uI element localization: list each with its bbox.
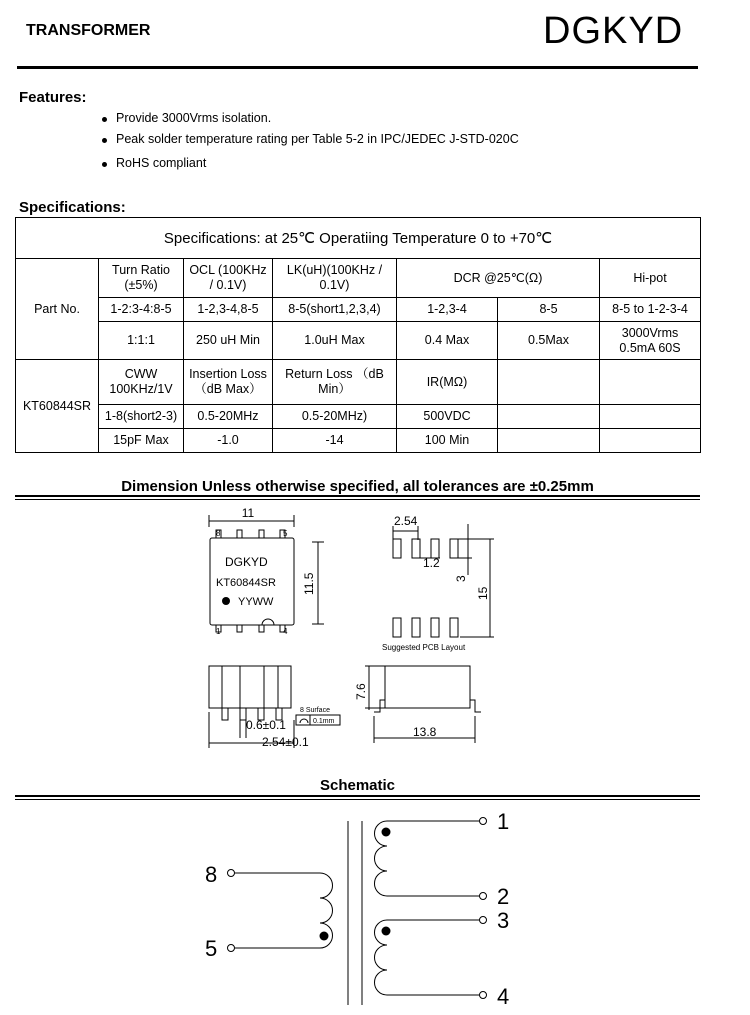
pcb-layout-caption: Suggested PCB Layout — [382, 643, 466, 652]
insertion-loss-range: 0.5-20MHz — [184, 405, 273, 429]
transformer-schematic — [0, 800, 750, 1015]
dcr-value-a: 0.4 Max — [397, 322, 498, 360]
primary-winding — [205, 862, 332, 961]
feature-item: Peak solder temperature rating per Table 5-2 in IPC/JEDEC J-STD-020C — [100, 132, 519, 146]
pin-1-schematic-label: 1 — [497, 809, 510, 834]
return-loss-header: Return Loss （dB Min） — [273, 360, 397, 405]
pin-5-label: 5 — [283, 529, 288, 538]
coplanarity-value-label: 0.1mm — [313, 718, 335, 725]
empty-cell — [600, 429, 701, 453]
part-no-label: Part No. — [16, 259, 99, 360]
pcb-pad-width-label: 1.2 — [423, 556, 440, 570]
document-type-title: TRANSFORMER — [26, 22, 151, 39]
ir-value: 100 Min — [397, 429, 498, 453]
ir-test-voltage: 500VDC — [397, 405, 498, 429]
top-view-drawing — [209, 506, 324, 636]
empty-cell — [600, 405, 701, 429]
feature-item: Provide 3000Vrms isolation. — [100, 111, 519, 125]
pcb-pad-length-label: 3 — [454, 575, 468, 582]
top-view-height-label: 11.5 — [302, 572, 316, 595]
return-loss-range: 0.5-20MHz) — [273, 405, 397, 429]
empty-cell — [600, 360, 701, 405]
coplanarity-surface-label: 8 Surface — [300, 707, 330, 714]
polarity-dot — [382, 828, 391, 837]
top-view-date-code: YYWW — [238, 596, 274, 608]
hipot-header: Hi-pot — [600, 259, 701, 298]
top-view-width-label: 11 — [241, 506, 255, 520]
polarity-dot — [382, 927, 391, 936]
empty-cell — [498, 429, 600, 453]
insertion-loss-value: -1.0 — [184, 429, 273, 453]
pin-pitch-label: 2.54±0.1 — [262, 735, 309, 749]
features-heading: Features: — [19, 89, 87, 106]
hipot-current: 0.5mA 60S — [619, 340, 681, 355]
pcb-pitch-label: 2.54 — [394, 514, 418, 528]
insertion-loss-header: Insertion Loss（dB Max） — [184, 360, 273, 405]
brand-logo-text: DGKYD — [543, 10, 684, 52]
pcb-layout-drawing — [382, 514, 494, 652]
dcr-pins-b: 8-5 — [498, 298, 600, 322]
side-view-drawing — [209, 666, 340, 749]
ir-header: IR(MΩ) — [397, 360, 498, 405]
pin-4-label: 4 — [283, 627, 288, 636]
features-list — [100, 111, 519, 177]
hipot-voltage: 3000Vrms — [621, 325, 679, 340]
front-view-drawing — [354, 666, 481, 743]
empty-cell — [498, 405, 600, 429]
front-view-width-label: 13.8 — [413, 725, 437, 739]
secondary-winding-3-4 — [375, 908, 510, 1009]
specifications-table — [15, 217, 701, 453]
pin-8-label: 8 — [216, 529, 221, 538]
pin-2-schematic-label: 2 — [497, 884, 510, 909]
hipot-value — [600, 322, 701, 360]
dcr-header: DCR @25℃(Ω) — [397, 259, 600, 298]
ocl-pins: 1-2,3-4,8-5 — [184, 298, 273, 322]
part-number: KT60844SR — [16, 360, 99, 453]
pin-8-schematic-label: 8 — [205, 862, 218, 887]
header-divider — [17, 66, 698, 69]
top-view-part: KT60844SR — [216, 577, 276, 589]
lk-pins: 8-5(short1,2,3,4) — [273, 298, 397, 322]
turn-ratio-pins: 1-2:3-4:8-5 — [99, 298, 184, 322]
top-view-brand: DGKYD — [225, 555, 268, 569]
ocl-value: 250 uH Min — [184, 322, 273, 360]
turn-ratio-value: 1:1:1 — [99, 322, 184, 360]
dcr-value-b: 0.5Max — [498, 322, 600, 360]
lk-header: LK(uH)(100KHz / 0.1V) — [273, 259, 397, 298]
lk-value: 1.0uH Max — [273, 322, 397, 360]
hipot-pins: 8-5 to 1-2-3-4 — [600, 298, 701, 322]
spec-table-headline: Specifications: at 25℃ Operatiing Temperature 0 to +70℃ — [16, 218, 701, 259]
cww-value: 15pF Max — [99, 429, 184, 453]
pin-5-schematic-label: 5 — [205, 936, 218, 961]
turn-ratio-header: Turn Ratio (±5%) — [99, 259, 184, 298]
cww-pins: 1-8(short2-3) — [99, 405, 184, 429]
secondary-winding-1-2 — [375, 809, 510, 909]
feature-item: RoHS compliant — [100, 156, 519, 170]
pin-4-schematic-label: 4 — [497, 984, 510, 1009]
specifications-heading: Specifications: — [19, 199, 126, 216]
pin-1-label: 1 — [216, 627, 221, 636]
pcb-span-label: 15 — [476, 586, 490, 600]
empty-cell — [498, 360, 600, 405]
pin-3-schematic-label: 3 — [497, 908, 510, 933]
return-loss-value: -14 — [273, 429, 397, 453]
schematic-heading: Schematic — [319, 777, 396, 794]
pin-width-label: 0.6±0.1 — [246, 718, 286, 732]
ocl-header: OCL (100KHz / 0.1V) — [184, 259, 273, 298]
front-view-height-label: 7.6 — [354, 683, 368, 700]
dimension-heading: Dimension Unless otherwise specified, all tolerances are ±0.25mm — [121, 478, 594, 495]
dcr-pins-a: 1-2,3-4 — [397, 298, 498, 322]
dimension-drawings — [0, 500, 750, 765]
polarity-dot — [320, 932, 329, 941]
cww-header: CWW 100KHz/1V — [99, 360, 184, 405]
